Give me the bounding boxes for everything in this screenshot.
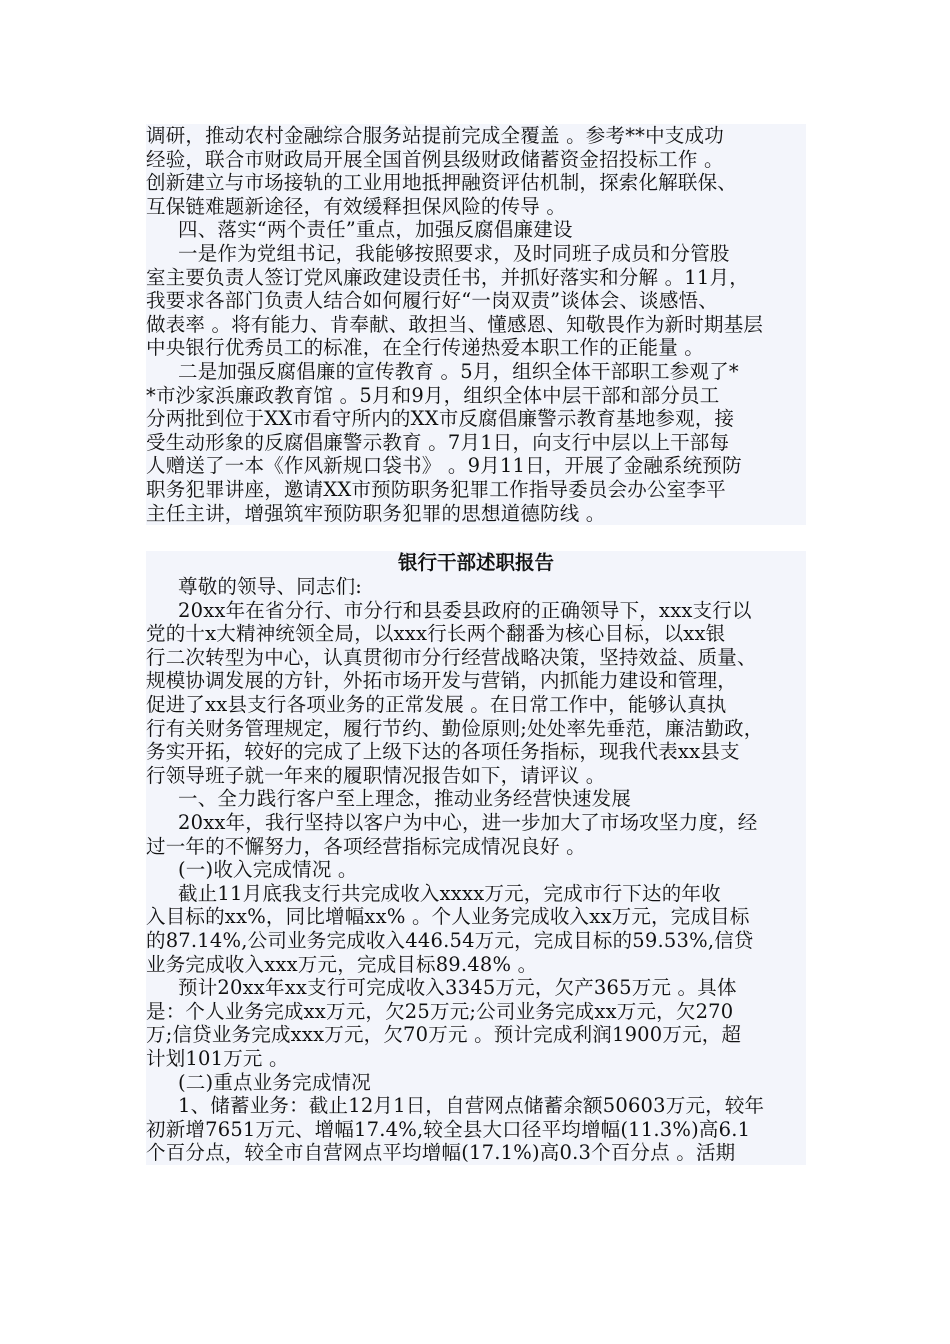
paragraph-line: 我要求各部门负责人结合如何履行好“一岗双责”谈体会、谈感悟、 xyxy=(146,289,718,313)
paragraph-line: *市沙家浜廉政教育馆 。5月和9月，组织全体中层干部和部分员工 xyxy=(146,383,720,407)
paragraph-line: 务实开拓，较好的完成了上级下达的各项任务指标，现我代表xx县支 xyxy=(146,740,740,764)
section-report xyxy=(146,551,806,1165)
paragraph-line: 促进了xx县支行各项业务的正常发展 。在日常工作中，能够认真执 xyxy=(146,693,727,717)
paragraph-line: 行二次转型为中心，认真贯彻市分行经营战略决策，坚持效益、质量、 xyxy=(146,645,757,669)
section-anti-corruption xyxy=(146,124,806,525)
paragraph-line: 是：个人业务完成xx万元，欠25万元;公司业务完成xx万元，欠270 xyxy=(146,999,734,1023)
paragraph-line: 做表率 。将有能力、肯奉献、敢担当、懂感恩、知敬畏作为新时期基层 xyxy=(146,312,764,336)
paragraph-line: 党的十x大精神统领全局，以xxx行长两个翻番为核心目标，以xx银 xyxy=(146,622,726,646)
paragraph-line: 经验，联合市财政局开展全国首例县级财政储蓄资金招投标工作 。 xyxy=(146,147,724,171)
paragraph-line: 万;信贷业务完成xxx万元，欠70万元 。预计完成利润1900万元，超 xyxy=(146,1023,742,1047)
document-page xyxy=(146,124,806,1165)
salutation: 尊敬的领导、同志们: xyxy=(178,575,363,599)
section-gap xyxy=(146,525,806,551)
section-heading: 一、全力践行客户至上理念，推动业务经营快速发展 xyxy=(178,787,632,811)
paragraph-line: 截止11月底我支行共完成收入xxxx万元，完成市行下达的年收 xyxy=(178,881,721,905)
paragraph-line: 过一年的不懈努力，各项经营指标完成情况良好 。 xyxy=(146,834,586,858)
subsection-heading: (一)收入完成情况 。 xyxy=(178,858,358,882)
paragraph-line: 规模协调发展的方针，外拓市场开发与营销，内抓能力建设和管理， xyxy=(146,669,738,693)
paragraph-line: 互保链难题新途径，有效缓释担保风险的传导 。 xyxy=(146,194,567,218)
paragraph-line: 1、储蓄业务：截止12月1日，自营网点储蓄余额50603万元，较年 xyxy=(178,1094,765,1118)
paragraph-line: 创新建立与市场接轨的工业用地抵押融资评估机制，探索化解联保、 xyxy=(146,171,738,195)
paragraph-line: 人赠送了一本《作风新规口袋书》 。9月11日，开展了金融系统预防 xyxy=(146,454,742,478)
report-title: 银行干部述职报告 xyxy=(397,551,554,575)
paragraph-line: 20xx年在省分行、市分行和县委县政府的正确领导下，xxx支行以 xyxy=(178,598,752,622)
paragraph-line: 二是加强反腐倡廉的宣传教育 。5月，组织全体干部职工参观了* xyxy=(178,359,739,383)
paragraph-line: 中央银行优秀员工的标准，在全行传递热爱本职工作的正能量 。 xyxy=(146,336,704,360)
paragraph-line: 一是作为党组书记，我能够按照要求，及时同班子成员和分管股 xyxy=(178,241,730,265)
paragraph-line: 调研，推动农村金融综合服务站提前完成全覆盖 。参考**中支成功 xyxy=(146,124,724,147)
paragraph-line: 个百分点，较全市自营网点平均增幅(17.1%)高0.3个百分点 。活期 xyxy=(146,1141,736,1165)
paragraph-line: 职务犯罪讲座，邀请XX市预防职务犯罪工作指导委员会办公室李平 xyxy=(146,477,726,501)
paragraph-line: 20xx年，我行坚持以客户为中心，进一步加大了市场攻坚力度，经 xyxy=(178,811,758,835)
paragraph-line: 室主要负责人签订党风廉政建设责任书，并抓好落实和分解 。11月， xyxy=(146,265,749,289)
paragraph-line: 分两批到位于XX市看守所内的XX市反腐倡廉警示教育基地参观，接 xyxy=(146,407,735,431)
subsection-heading: (二)重点业务完成情况 xyxy=(178,1070,371,1094)
paragraph-line: 行有关财务管理规定，履行节约、勤俭原则;处处率先垂范，廉洁勤政， xyxy=(146,716,764,740)
paragraph-line: 入目标的xx%，同比增幅xx% 。个人业务完成收入xx万元，完成目标 xyxy=(146,905,750,929)
paragraph-line: 初新增7651万元、增幅17.4%,较全县大口径平均增幅(11.3%)高6.1 xyxy=(146,1117,751,1141)
paragraph-line: 预计20xx年xx支行可完成收入3345万元，欠产365万元 。具体 xyxy=(178,976,737,1000)
paragraph-line: 业务完成收入xxx万元，完成目标89.48% 。 xyxy=(146,952,538,976)
section-heading: 四、落实“两个责任”重点，加强反腐倡廉建设 xyxy=(178,218,573,242)
paragraph-line: 主任主讲，增强筑牢预防职务犯罪的思想道德防线 。 xyxy=(146,501,606,525)
paragraph-line: 受生动形象的反腐倡廉警示教育 。7月1日，向支行中层以上干部每 xyxy=(146,430,730,454)
paragraph-line: 行领导班子就一年来的履职情况报告如下，请评议 。 xyxy=(146,763,606,787)
paragraph-line: 计划101万元 。 xyxy=(146,1046,289,1070)
paragraph-line: 的87.14%,公司业务完成收入446.54万元，完成目标的59.53%,信贷 xyxy=(146,929,754,952)
